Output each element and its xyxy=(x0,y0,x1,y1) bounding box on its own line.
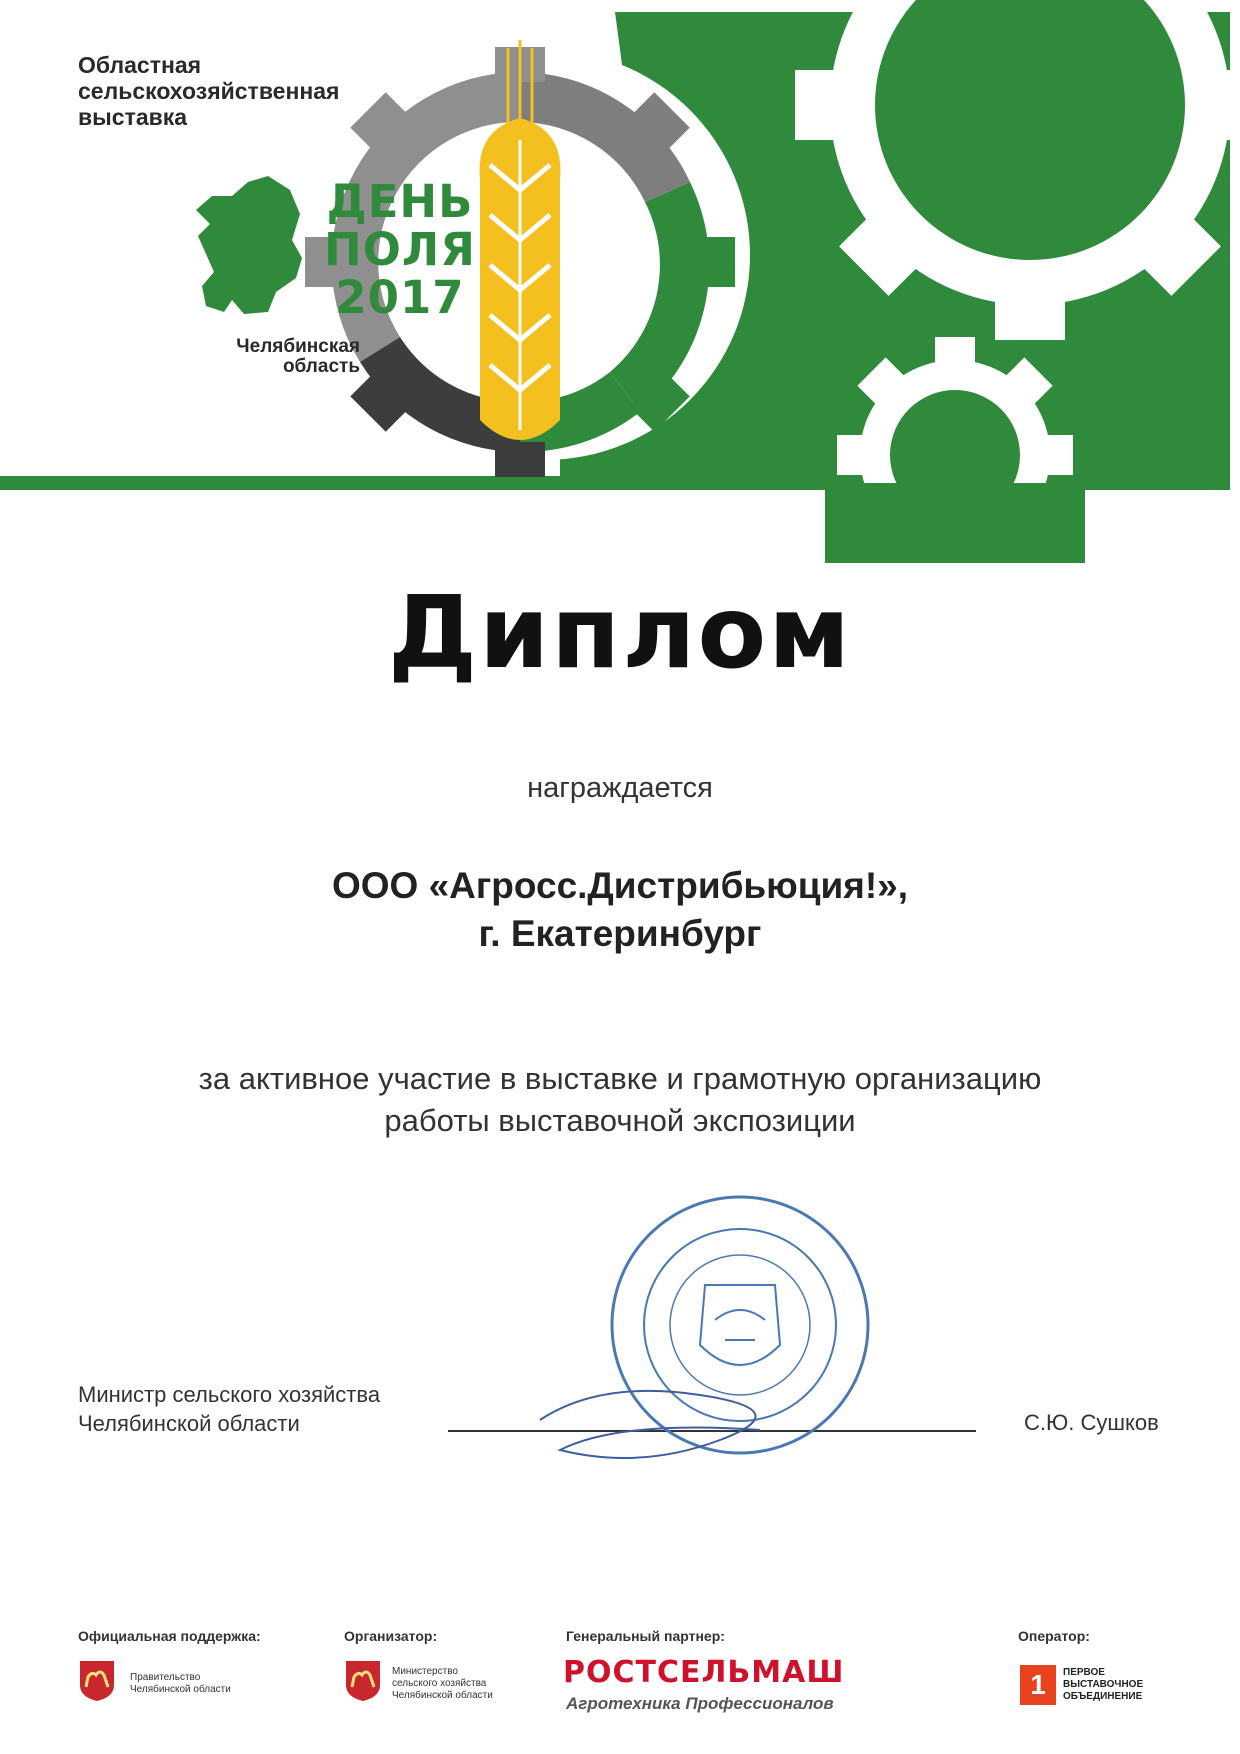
signer-name: С.Ю. Сушков xyxy=(1024,1410,1159,1435)
operator-name xyxy=(1063,1667,1143,1703)
camel-coat-of-arms-icon xyxy=(344,1657,382,1703)
partner-heading: Генеральный партнер: xyxy=(566,1628,725,1644)
partner-tagline: Агротехника Профессионалов xyxy=(566,1694,834,1713)
recipient-name xyxy=(0,862,1240,958)
organizer-name xyxy=(392,1666,493,1702)
logo-line: ДЕНЬ xyxy=(326,175,474,228)
logo-line: ПОЛЯ xyxy=(324,223,476,276)
signer-position-line: Челябинской области xyxy=(78,1411,300,1436)
operator-name-line: ОБЪЕДИНЕНИЕ xyxy=(1063,1691,1143,1702)
award-reason-line: работы выставочной экспозиции xyxy=(384,1103,856,1138)
event-logo-text xyxy=(300,175,500,324)
region-caption-line: область xyxy=(282,356,360,377)
exhibition-title-line: сельскохозяйственная xyxy=(78,78,340,104)
diploma-title: Диплом xyxy=(388,574,852,691)
support-name-line: Правительство xyxy=(130,1672,201,1683)
logo-line: 2017 xyxy=(335,271,465,324)
signer-position-line: Министр сельского хозяйства xyxy=(78,1382,381,1407)
signature-line xyxy=(448,1430,976,1432)
operator-name-line: ВЫСТАВОЧНОЕ xyxy=(1063,1679,1144,1690)
region-caption-line: Челябинская xyxy=(236,336,360,357)
recipient-line: г. Екатеринбург xyxy=(478,913,762,954)
organizer-name-line: Министерство xyxy=(392,1666,458,1677)
support-heading: Официальная поддержка: xyxy=(78,1628,261,1644)
organizer-name-line: Челябинской области xyxy=(392,1690,493,1701)
signer-position xyxy=(78,1380,498,1438)
operator-name-line: ПЕРВОЕ xyxy=(1063,1667,1105,1678)
exhibition-title xyxy=(78,52,458,130)
region-caption xyxy=(170,337,360,377)
operator-heading: Оператор: xyxy=(1018,1628,1090,1644)
organizer-name-line: сельского хозяйства xyxy=(392,1678,487,1689)
awarded-label: награждается xyxy=(527,772,713,804)
partner-logo-name: РОСТСЕЛЬМАШ xyxy=(563,1655,845,1690)
exhibition-title-line: Областная xyxy=(78,52,202,78)
operator-logo-badge: 1 xyxy=(1020,1665,1056,1705)
award-reason-line: за активное участие в выставке и грамотную организацию xyxy=(198,1061,1042,1096)
support-name xyxy=(130,1672,231,1696)
award-reason xyxy=(0,1058,1240,1142)
support-name-line: Челябинской области xyxy=(130,1684,231,1695)
organizer-heading: Организатор: xyxy=(344,1628,438,1644)
exhibition-title-line: выставка xyxy=(78,104,188,130)
recipient-line: ООО «Агросс.Дистрибьюция!», xyxy=(331,865,909,906)
chelyabinsk-region-map-icon xyxy=(196,176,302,314)
camel-coat-of-arms-icon xyxy=(78,1657,116,1703)
